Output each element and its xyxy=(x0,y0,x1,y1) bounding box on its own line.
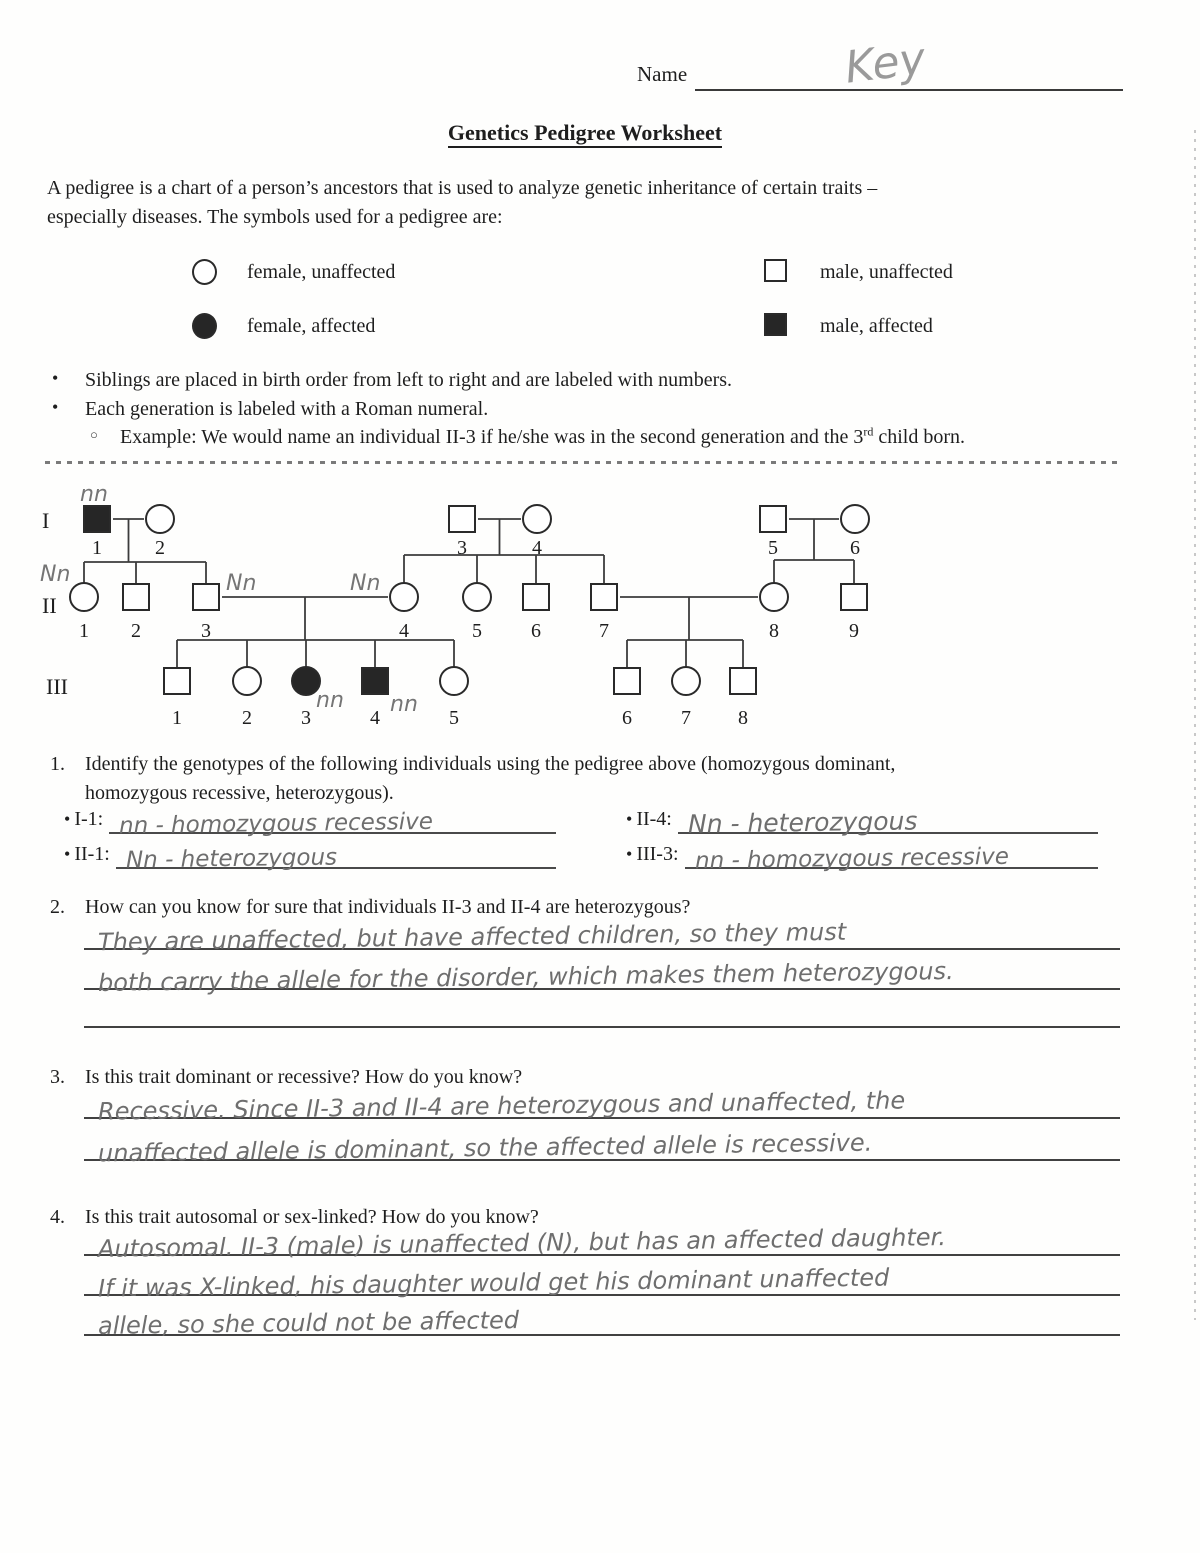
pedigree-II-9-label: 9 xyxy=(849,620,859,642)
bullet-icon: • xyxy=(626,844,633,864)
q1-prompt xyxy=(85,750,1125,808)
pedigree-II-5-label: 5 xyxy=(472,620,482,642)
q1-answer-handwritten: Nn - heterozygous xyxy=(125,844,338,874)
q2-answer-handwritten-1: They are unaffected, but have affected children, so they must xyxy=(97,917,847,957)
male-unaffected-icon xyxy=(764,259,787,282)
pedigree-III-5-label: 5 xyxy=(449,707,459,729)
pedigree-II-9-symbol xyxy=(841,584,867,610)
pedigree-II-3-label: 3 xyxy=(201,620,211,642)
q1-answer-handwritten: Nn - heterozygous xyxy=(687,806,918,839)
male-affected-icon xyxy=(764,313,787,336)
bullet-icon: • xyxy=(52,397,59,417)
q1-prompt-line-2: homozygous recessive, heterozygous). xyxy=(85,782,394,804)
q3-prompt: Is this trait dominant or recessive? How do you know? xyxy=(85,1066,523,1088)
q3-answer-handwritten-2: unaffected allele is dominant, so the affected allele is recessive. xyxy=(97,1128,873,1168)
q2-answer-line-3 xyxy=(84,990,1120,1028)
page-title-row xyxy=(0,120,1170,146)
pedigree-III-6-symbol xyxy=(614,668,640,694)
q1-item-label: I-1: xyxy=(74,808,104,830)
q4-answer-line-1 xyxy=(84,1218,1120,1263)
pedigree-II-8-symbol xyxy=(760,583,788,611)
example-text: Example: We would name an individual II-3 if he/she was in the second generation and the 3 xyxy=(120,426,864,448)
pedigree-III-8-label: 8 xyxy=(738,707,748,729)
pedigree-I-6-symbol xyxy=(841,505,869,533)
pedigree-generation-II-label: II xyxy=(42,593,57,618)
pedigree-generation-I-label: I xyxy=(42,508,50,533)
q1-item-row xyxy=(626,804,1098,839)
pedigree-II-5-symbol xyxy=(463,583,491,611)
pedigree-II-7-symbol xyxy=(591,584,617,610)
pedigree-I-1-label: 1 xyxy=(92,537,102,559)
pedigree-II-3-symbol xyxy=(193,584,219,610)
pedigree-I-5-symbol xyxy=(760,506,786,532)
name-label: Name xyxy=(637,62,688,86)
legend-label-female-unaffected: female, unaffected xyxy=(247,261,396,283)
pedigree-III-7-symbol xyxy=(672,667,700,695)
q3-answer-line-2 xyxy=(84,1123,1120,1168)
bullet-icon: • xyxy=(64,844,71,864)
dashed-separator xyxy=(45,461,1120,464)
q4-prompt: Is this trait autosomal or sex-linked? How do you know? xyxy=(85,1206,539,1228)
q3-number: 3. xyxy=(50,1066,65,1088)
pedigree-I-2-symbol xyxy=(146,505,174,533)
q2-prompt: How can you know for sure that individuals II-3 and II-4 are heterozygous? xyxy=(85,896,691,918)
q1-prompt-line-1: Identify the genotypes of the following individuals using the pedigree above (homozygous dominant, xyxy=(85,753,896,775)
example-ordinal-suffix: rd xyxy=(863,424,874,439)
pedigree-generation-III-label: III xyxy=(46,674,68,699)
pedigree-III-6-label: 6 xyxy=(622,707,632,729)
pedigree-II-1-symbol xyxy=(70,583,98,611)
intro-line-2: especially diseases. The symbols used for a pedigree are: xyxy=(47,206,503,228)
q4-answer-handwritten-2: If it was X-linked, his daughter would get his dominant unaffected xyxy=(97,1263,890,1303)
pedigree-I-2-label: 2 xyxy=(155,537,165,559)
q4-answer-line-3 xyxy=(84,1298,1120,1340)
q3-answer-handwritten-1: Recessive. Since II-3 and II-4 are heterozygous and unaffected, the xyxy=(97,1086,906,1126)
sub-bullet-icon: ○ xyxy=(90,427,98,442)
q3-answer-line-1 xyxy=(84,1081,1120,1126)
pedigree-III-1-symbol xyxy=(164,668,190,694)
pedigree-I-3-label: 3 xyxy=(457,537,467,559)
pedigree-II-1-genotype-note: Nn xyxy=(40,562,71,587)
pedigree-III-3-label: 3 xyxy=(301,707,311,729)
q1-answer-handwritten: nn - homozygous recessive xyxy=(694,843,1009,875)
q2-answer-line-2 xyxy=(84,952,1120,997)
pedigree-I-4-label: 4 xyxy=(532,537,542,559)
pedigree-II-4-symbol xyxy=(390,583,418,611)
instruction-example xyxy=(120,423,965,452)
female-affected-icon xyxy=(192,313,217,339)
q1-item-label: II-4: xyxy=(636,808,672,830)
q2-number: 2. xyxy=(50,896,65,918)
q1-number: 1. xyxy=(50,753,65,775)
pedigree-II-2-symbol xyxy=(123,584,149,610)
pedigree-I-6-label: 6 xyxy=(850,537,860,559)
legend-label-male-unaffected: male, unaffected xyxy=(820,261,953,283)
pedigree-III-8-symbol xyxy=(730,668,756,694)
q1-answer-line xyxy=(116,839,556,874)
q1-item-label: II-1: xyxy=(74,843,110,865)
pedigree-I-1-symbol xyxy=(84,506,110,532)
q1-item-row xyxy=(64,804,556,840)
bullet-icon: • xyxy=(626,809,633,829)
pedigree-II-6-label: 6 xyxy=(531,620,541,642)
pedigree-III-4-genotype-note: nn xyxy=(390,692,418,717)
pedigree-II-6-symbol xyxy=(523,584,549,610)
pedigree-II-4-genotype-note: Nn xyxy=(350,571,381,596)
bullet-icon: • xyxy=(52,368,59,388)
q4-answer-handwritten-1: Autosomal. II-3 (male) is unaffected (N), but has an affected daughter. xyxy=(97,1223,947,1263)
bullet-icon: • xyxy=(64,809,71,829)
q1-answer-line xyxy=(678,804,1098,839)
q1-answer-line xyxy=(109,804,556,840)
pedigree-III-7-label: 7 xyxy=(681,707,691,729)
pedigree-III-5-symbol xyxy=(440,667,468,695)
pedigree-III-4-symbol xyxy=(362,668,388,694)
pedigree-I-5-label: 5 xyxy=(768,537,778,559)
legend-label-male-affected: male, affected xyxy=(820,315,933,337)
pedigree-II-7-label: 7 xyxy=(599,620,609,642)
q1-item-row xyxy=(64,839,556,874)
pedigree-I-1-genotype-note: nn xyxy=(80,482,108,507)
legend-label-female-affected: female, affected xyxy=(247,315,376,337)
q1-item-label: III-3: xyxy=(636,843,679,865)
intro-paragraph xyxy=(47,174,1127,232)
pedigree-III-4-label: 4 xyxy=(370,707,380,729)
q4-number: 4. xyxy=(50,1206,65,1228)
female-unaffected-icon xyxy=(192,259,217,285)
pedigree-II-8-label: 8 xyxy=(769,620,779,642)
intro-line-1: A pedigree is a chart of a person’s ancestors that is used to analyze genetic inheritance of certain traits – xyxy=(47,177,878,199)
q1-answer-line xyxy=(685,839,1098,875)
pedigree-I-4-symbol xyxy=(523,505,551,533)
name-handwritten-value: Key xyxy=(842,33,929,94)
example-text-end: child born. xyxy=(873,426,966,448)
q1-answer-handwritten: nn - homozygous recessive xyxy=(119,808,434,840)
q2-answer-line-1 xyxy=(84,912,1120,957)
pedigree-III-1-label: 1 xyxy=(172,707,182,729)
q1-item-row xyxy=(626,839,1098,875)
pedigree-II-4-label: 4 xyxy=(399,620,409,642)
pedigree-I-3-symbol xyxy=(449,506,475,532)
pedigree-II-2-label: 2 xyxy=(131,620,141,642)
pedigree-II-3-genotype-note: Nn xyxy=(226,571,257,596)
pedigree-III-3-genotype-note: nn xyxy=(316,688,344,713)
pedigree-III-2-symbol xyxy=(233,667,261,695)
pedigree-II-1-label: 1 xyxy=(79,620,89,642)
q4-answer-line-2 xyxy=(84,1258,1120,1303)
instruction-bullet-1: Siblings are placed in birth order from left to right and are labeled with numbers. xyxy=(85,369,733,391)
q2-answer-handwritten-2: both carry the allele for the disorder, which makes them heterozygous. xyxy=(97,957,954,997)
scan-edge-artifact xyxy=(1194,130,1196,1320)
instruction-bullet-2: Each generation is labeled with a Roman numeral. xyxy=(85,398,489,420)
page-title: Genetics Pedigree Worksheet xyxy=(448,120,722,148)
pedigree-III-2-label: 2 xyxy=(242,707,252,729)
q4-answer-handwritten-3: allele, so she could not be affected xyxy=(97,1306,520,1340)
